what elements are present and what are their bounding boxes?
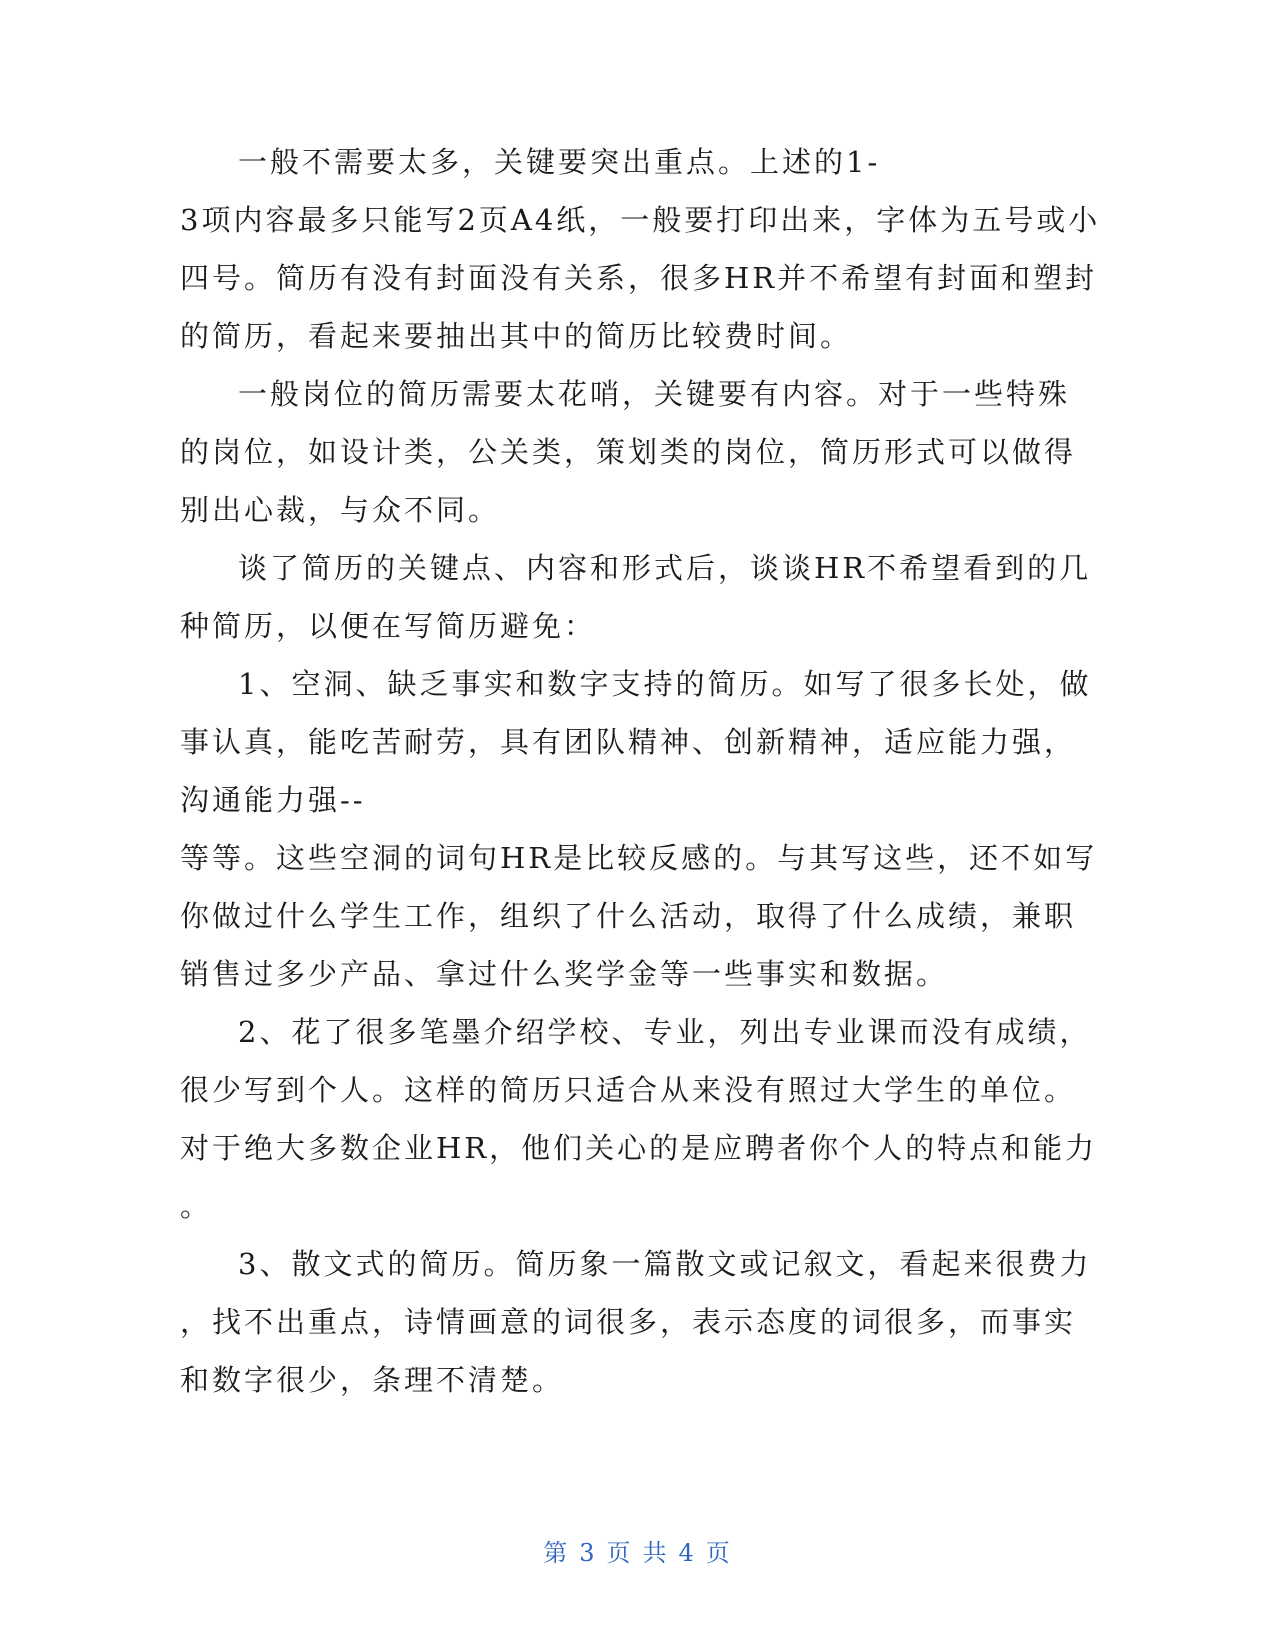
text-line: 一般不需要太多，关键要突出重点。上述的1- — [238, 145, 881, 179]
text-line: 事认真，能吃苦耐劳，具有团队精神、创新精神，适应能力强， — [180, 725, 1077, 759]
text-line: 四号。简历有没有封面没有关系，很多HR并不希望有封面和塑封 — [180, 261, 1098, 295]
text-line: 的岗位，如设计类，公关类，策划类的岗位，简历形式可以做得 — [180, 435, 1077, 469]
page-number-footer — [0, 1537, 1275, 1569]
text-line: 别出心裁，与众不同。 — [180, 493, 501, 527]
footer-page-label: 页 — [606, 1539, 633, 1567]
text-line: 一般岗位的简历需要太花哨，关键要有内容。对于一些特殊 — [238, 377, 1071, 411]
footer-prefix: 第 — [543, 1539, 570, 1567]
text-line: 种简历，以便在写简历避免： — [180, 609, 597, 643]
footer-total-label: 页 — [705, 1539, 732, 1567]
text-line: 很少写到个人。这样的简历只适合从来没有照过大学生的单位。 — [180, 1073, 1077, 1107]
text-line: 的简历，看起来要抽出其中的简历比较费时间。 — [180, 319, 853, 353]
text-line: 沟通能力强-- — [180, 783, 366, 817]
text-line: 对于绝大多数企业HR，他们关心的是应聘者你个人的特点和能力 — [180, 1131, 1098, 1165]
text-line: 等等。这些空洞的词句HR是比较反感的。与其写这些，还不如写 — [180, 841, 1098, 875]
text-line: 2、花了很多笔墨介绍学校、专业，列出专业课而没有成绩， — [238, 1015, 1092, 1049]
text-line: 1、空洞、缺乏事实和数字支持的简历。如写了很多长处，做 — [238, 667, 1092, 701]
text-line: 谈了简历的关键点、内容和形式后，谈谈HR不希望看到的几 — [238, 551, 1092, 585]
text-line: ，找不出重点，诗情画意的词很多，表示态度的词很多，而事实 — [180, 1305, 1077, 1339]
text-line: 。 — [180, 1189, 213, 1223]
footer-current-page: 3 — [579, 1539, 597, 1567]
footer-total-prefix: 共 — [642, 1539, 669, 1567]
footer-total-pages: 4 — [678, 1539, 696, 1567]
text-line: 你做过什么学生工作，组织了什么活动，取得了什么成绩，兼职 — [180, 899, 1077, 933]
text-line: 销售过多少产品、拿过什么奖学金等一些事实和数据。 — [180, 957, 949, 991]
text-line: 3、散文式的简历。简历象一篇散文或记叙文，看起来很费力 — [238, 1247, 1092, 1281]
text-line: 和数字很少，条理不清楚。 — [180, 1363, 565, 1397]
text-line: 3项内容最多只能写2页A4纸，一般要打印出来，字体为五号或小 — [180, 203, 1101, 237]
